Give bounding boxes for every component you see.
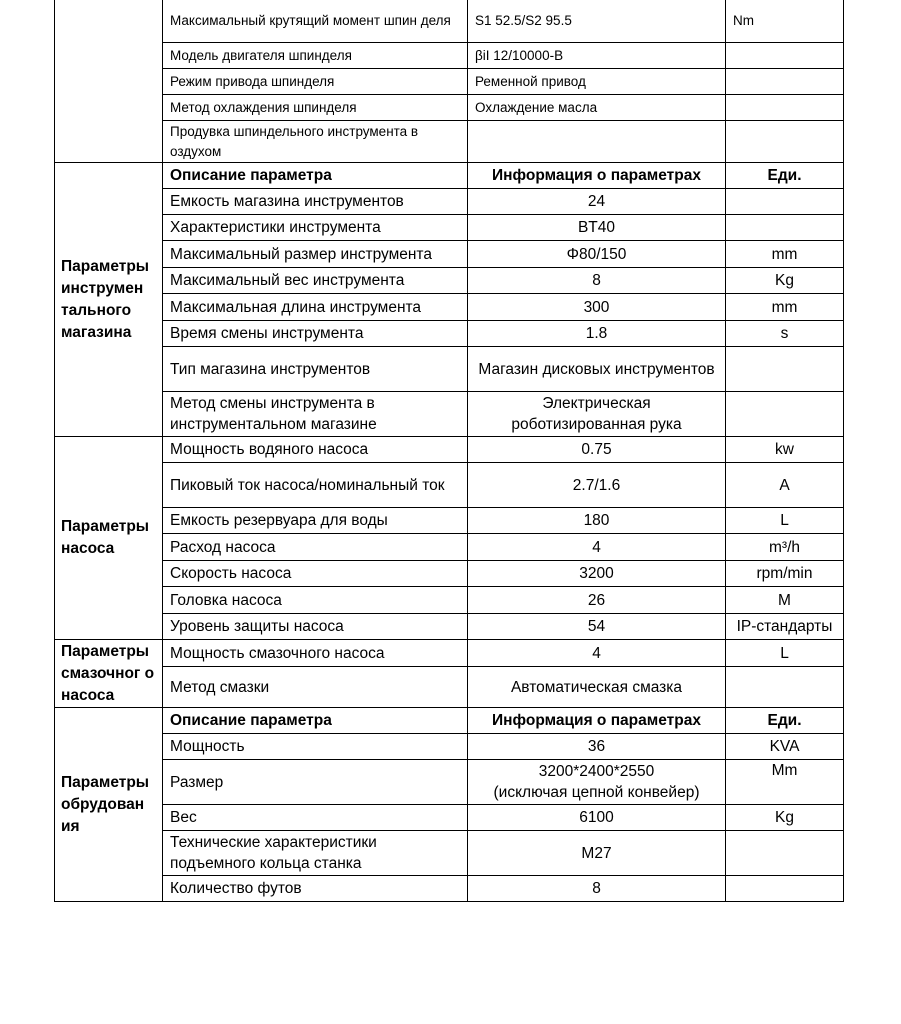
table-row — [55, 0, 844, 43]
param-unit: KVA — [726, 734, 844, 760]
group-label: Параметры инструмен тального магазина — [55, 163, 163, 437]
param-unit — [726, 121, 844, 163]
table-row — [55, 561, 844, 587]
table-row — [55, 268, 844, 294]
param-value: 3200*2400*2550 (исключая цепной конвейер) — [468, 760, 726, 805]
param-value — [468, 121, 726, 163]
param-unit: M — [726, 587, 844, 614]
param-value: 8 — [468, 876, 726, 902]
param-name: Максимальная длина инструмента — [163, 294, 468, 321]
param-value: 3200 — [468, 561, 726, 587]
param-name: Время смены инструмента — [163, 321, 468, 347]
param-value: Охлаждение масла — [468, 95, 726, 121]
table-row — [55, 294, 844, 321]
param-unit: mm — [726, 241, 844, 268]
table-row — [55, 189, 844, 215]
param-value: 24 — [468, 189, 726, 215]
param-name: Мощность водяного насоса — [163, 437, 468, 463]
param-value: 26 — [468, 587, 726, 614]
group-label: Параметры смазочног о насоса — [55, 640, 163, 708]
table-row — [55, 805, 844, 831]
param-value: 2.7/1.6 — [468, 463, 726, 508]
table-row — [55, 121, 844, 163]
param-value: 8 — [468, 268, 726, 294]
param-name: Головка насоса — [163, 587, 468, 614]
param-value: M27 — [468, 831, 726, 876]
param-value: Электрическая роботизированная рука — [468, 392, 726, 437]
param-name: Продувка шпиндельного инструмента в оздухом — [163, 121, 468, 163]
param-value: 36 — [468, 734, 726, 760]
header-unit: Еди. — [726, 708, 844, 734]
table-row — [55, 241, 844, 268]
param-unit — [726, 876, 844, 902]
table-row — [55, 760, 844, 805]
param-unit: Mm — [726, 760, 844, 805]
table-row — [55, 69, 844, 95]
group-label: Параметры обрудован ия — [55, 708, 163, 902]
table-header-row — [55, 708, 844, 734]
param-unit: s — [726, 321, 844, 347]
param-value: S1 52.5/S2 95.5 — [468, 0, 726, 43]
param-unit: A — [726, 463, 844, 508]
param-value: 0.75 — [468, 437, 726, 463]
param-name: Мощность — [163, 734, 468, 760]
param-value: 4 — [468, 534, 726, 561]
table-row — [55, 508, 844, 534]
table-row — [55, 734, 844, 760]
param-value: 300 — [468, 294, 726, 321]
header-value: Информация о параметрах — [468, 708, 726, 734]
param-unit: Kg — [726, 805, 844, 831]
param-name: Размер — [163, 760, 468, 805]
table-row — [55, 95, 844, 121]
param-value: 4 — [468, 640, 726, 667]
param-unit — [726, 392, 844, 437]
param-name: Скорость насоса — [163, 561, 468, 587]
param-unit — [726, 831, 844, 876]
table-row — [55, 215, 844, 241]
param-name: Количество футов — [163, 876, 468, 902]
param-unit: m³/h — [726, 534, 844, 561]
param-name: Уровень защиты насоса — [163, 614, 468, 640]
param-name: Пиковый ток насоса/номинальный ток — [163, 463, 468, 508]
param-name: Емкость магазина инструментов — [163, 189, 468, 215]
param-value: 54 — [468, 614, 726, 640]
table-row — [55, 437, 844, 463]
param-unit: Nm — [726, 0, 844, 43]
param-unit: kw — [726, 437, 844, 463]
header-param: Описание параметра — [163, 163, 468, 189]
param-value: 1.8 — [468, 321, 726, 347]
param-unit: Kg — [726, 268, 844, 294]
param-value: 180 — [468, 508, 726, 534]
table-row — [55, 667, 844, 708]
param-name: Метод смазки — [163, 667, 468, 708]
table-row — [55, 876, 844, 902]
group-cell-spindle — [55, 0, 163, 163]
param-name: Тип магазина инструментов — [163, 347, 468, 392]
table-row — [55, 392, 844, 437]
param-name: Максимальный вес инструмента — [163, 268, 468, 294]
param-unit — [726, 667, 844, 708]
param-name: Максимальный крутящий момент шпин деля — [163, 0, 468, 43]
param-unit: IP-стандарты — [726, 614, 844, 640]
header-param: Описание параметра — [163, 708, 468, 734]
table-row — [55, 831, 844, 876]
param-value: Φ80/150 — [468, 241, 726, 268]
table-row — [55, 640, 844, 667]
header-unit: Еди. — [726, 163, 844, 189]
param-value: BT40 — [468, 215, 726, 241]
table-row — [55, 321, 844, 347]
param-name: Емкость резервуара для воды — [163, 508, 468, 534]
param-name: Расход насоса — [163, 534, 468, 561]
param-value: 6100 — [468, 805, 726, 831]
table-row — [55, 614, 844, 640]
param-name: Модель двигателя шпинделя — [163, 43, 468, 69]
param-unit: L — [726, 508, 844, 534]
param-name: Максимальный размер инструмента — [163, 241, 468, 268]
table-header-row — [55, 163, 844, 189]
table-row — [55, 43, 844, 69]
param-name: Режим привода шпинделя — [163, 69, 468, 95]
param-name: Метод охлаждения шпинделя — [163, 95, 468, 121]
table-row — [55, 463, 844, 508]
table-row — [55, 347, 844, 392]
param-unit — [726, 347, 844, 392]
param-value: Магазин дисковых инструментов — [468, 347, 726, 392]
param-value: Автоматическая смазка — [468, 667, 726, 708]
param-unit — [726, 43, 844, 69]
param-unit — [726, 69, 844, 95]
param-value: Ременной привод — [468, 69, 726, 95]
param-name: Характеристики инструмента — [163, 215, 468, 241]
spec-table — [54, 0, 844, 902]
param-unit — [726, 189, 844, 215]
param-name: Технические характеристики подъемного кольца станка — [163, 831, 468, 876]
group-label: Параметры насоса — [55, 437, 163, 640]
param-name: Вес — [163, 805, 468, 831]
param-name: Метод смены инструмента в инструментальном магазине — [163, 392, 468, 437]
header-value: Информация о параметрах — [468, 163, 726, 189]
param-value: βiI 12/10000-B — [468, 43, 726, 69]
param-unit: L — [726, 640, 844, 667]
param-unit — [726, 95, 844, 121]
table-row — [55, 587, 844, 614]
param-name: Мощность смазочного насоса — [163, 640, 468, 667]
param-unit: mm — [726, 294, 844, 321]
table-row — [55, 534, 844, 561]
param-unit — [726, 215, 844, 241]
param-unit: rpm/min — [726, 561, 844, 587]
